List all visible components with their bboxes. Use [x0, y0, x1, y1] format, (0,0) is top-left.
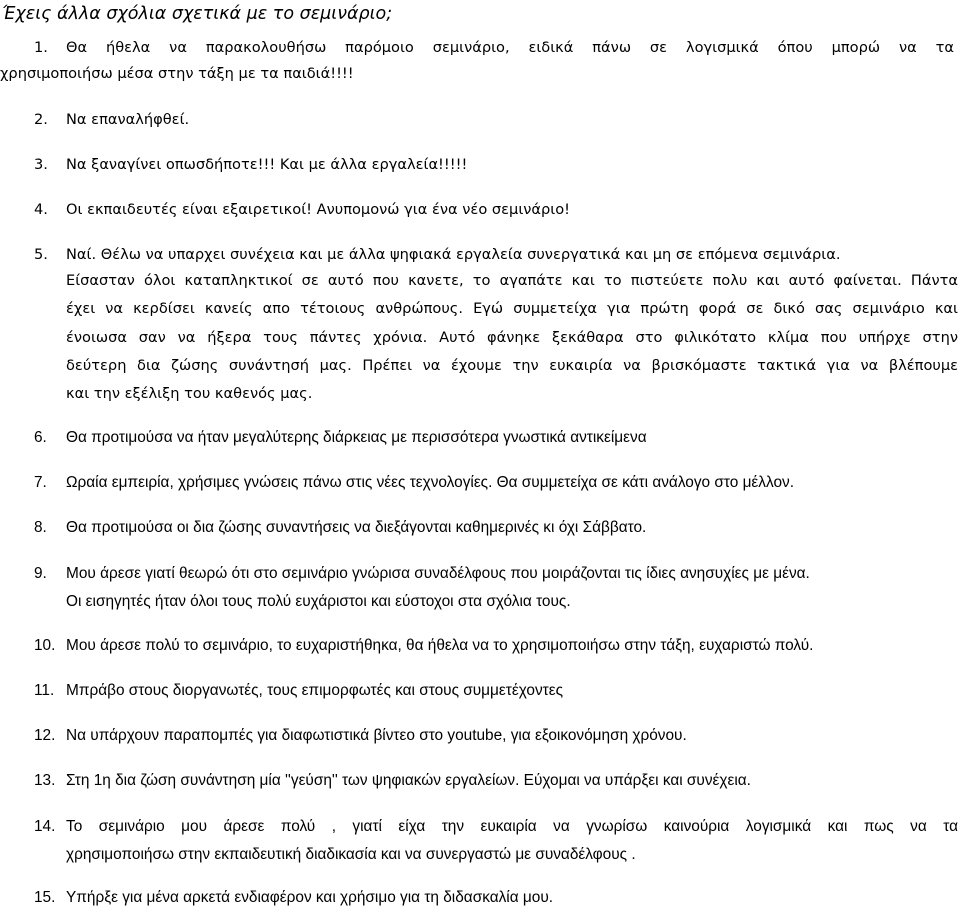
- item-text: [66, 812, 958, 841]
- item-line: έχει να κερδίσει κανείς απο τέτοιους ανθρώπους. Εγώ συμμετείχα για πρώτη φορά σε δικό σας σεμινάριο και: [66, 300, 958, 317]
- item-line: Στη 1η δια ζώση συνάντηση μία ''γεύση'' των ψηφιακών εργαλείων. Εύχομαι να υπάρξει και συνέχεια.: [66, 772, 751, 789]
- item-number: 1.: [34, 39, 48, 56]
- item-number: 4.: [34, 201, 48, 218]
- item-number: 10.: [34, 637, 56, 654]
- item-line: χρησιμοποιήσω μέσα στην τάξη με τα παιδιά!!!!: [0, 65, 354, 82]
- item-text: [66, 35, 954, 61]
- item-line: δεύτερη δια ζώσης συνάντησή μας. Πρέπει να έχουμε την ευκαιρία να βρισκόμαστε τακτικά για να βλέπουμε: [66, 357, 958, 374]
- item-number: 5.: [34, 246, 48, 263]
- item-number: 12.: [34, 727, 56, 744]
- item-line: Οι εισηγητές ήταν όλοι τους πολύ ευχάριστοι και εύστοχοι στα σχόλια τους.: [66, 593, 571, 610]
- item-text: [66, 296, 958, 322]
- item-line: Υπήρξε για μένα αρκετά ενδιαφέρον και χρήσιμο για τη διδασκαλία μου.: [66, 889, 554, 906]
- item-line: Μπράβο στους διοργανωτές, τους επιμορφωτές και στους συμμετέχοντες: [66, 682, 563, 699]
- item-number: 15.: [34, 889, 56, 906]
- item-number: 7.: [34, 474, 47, 491]
- item-line: Οι εκπαιδευτές είναι εξαιρετικοί! Ανυπομονώ για ένα νέο σεμινάριο!: [66, 201, 571, 218]
- item-line: Ωραία εμπειρία, χρήσιμες γνώσεις πάνω στις νέες τεχνολογίες. Θα συμμετείχα σε κάτι ανάλογο στο μέλλον.: [66, 474, 794, 491]
- item-line: Θα προτιμούσα οι δια ζώσης συναντήσεις να διεξάγονται καθημερινές κι όχι Σάββατο.: [66, 519, 647, 536]
- page-heading: Έχεις άλλα σχόλια σχετικά με το σεμινάριο;: [2, 4, 393, 24]
- item-number: 13.: [34, 772, 56, 789]
- item-line: Το σεμινάριο μου άρεσε πολύ , γιατί είχα την ευκαιρία να γνωρίσω καινούρια λογισμικά και πως να τα: [66, 818, 958, 835]
- item-line: Θα προτιμούσα να ήταν μεγαλύτερης διάρκειας με περισσότερα γνωστικά αντικείμενα: [66, 429, 647, 446]
- item-line: ένοιωσα σαν να ήξερα τους πάντες χρόνια. Αυτό φάνηκε ξεκάθαρα στο φιλικότατο κλίμα που υπήρχε στην: [66, 329, 958, 346]
- item-line: Μου άρεσε πολύ το σεμινάριο, το ευχαριστήθηκα, θα ήθελα να το χρησιμοποιήσω στην τάξη, ευχαριστώ πολύ.: [66, 637, 814, 654]
- item-line: Είσασταν όλοι καταπληκτικοί σε αυτό που κανετε, το αγαπάτε και το πιστεύετε πολυ και αυτό φαίνεται. Πάντα: [66, 272, 958, 289]
- item-line: Μου άρεσε γιατί θεωρώ ότι στο σεμινάριο γνώρισα συναδέλφους που μοιράζονται τις ίδιες ανησυχίες με μένα.: [66, 565, 810, 582]
- item-line: χρησιμοποιήσω στην εκπαιδευτική διαδικασία και να συνεργαστώ με συναδέλφους .: [66, 846, 636, 863]
- item-line: Να ξαναγίνει οπωσδήποτε!!! Και με άλλα εργαλεία!!!!!: [66, 156, 468, 173]
- item-line: Ναί. Θέλω να υπαρχει συνέχεια και με άλλα ψηφιακά εργαλεία συνεργατικά και μη σε επόμενα σεμινάρια.: [66, 246, 841, 263]
- item-line: Να υπάρχουν παραπομπές για διαφωτιστικά βίντεο στο youtube, για εξοικονόμηση χρόνου.: [66, 727, 687, 744]
- item-number: 8.: [34, 519, 47, 536]
- item-number: 14.: [34, 818, 56, 835]
- item-line: Να επαναλήφθεί.: [66, 111, 190, 128]
- item-line: και την εξέλιξη του καθενός μας.: [66, 385, 313, 402]
- item-number: 6.: [34, 429, 47, 446]
- item-number: 11.: [34, 682, 55, 699]
- item-text: [66, 268, 958, 294]
- item-text: [66, 353, 958, 379]
- item-number: 3.: [34, 156, 48, 173]
- item-number: 2.: [34, 111, 48, 128]
- item-line: Θα ήθελα να παρακολουθήσω παρόμοιο σεμινάριο, ειδικά πάνω σε λογισμικά όπου μπορώ να τα: [66, 39, 954, 56]
- item-text: [66, 325, 958, 351]
- item-number: 9.: [34, 565, 47, 582]
